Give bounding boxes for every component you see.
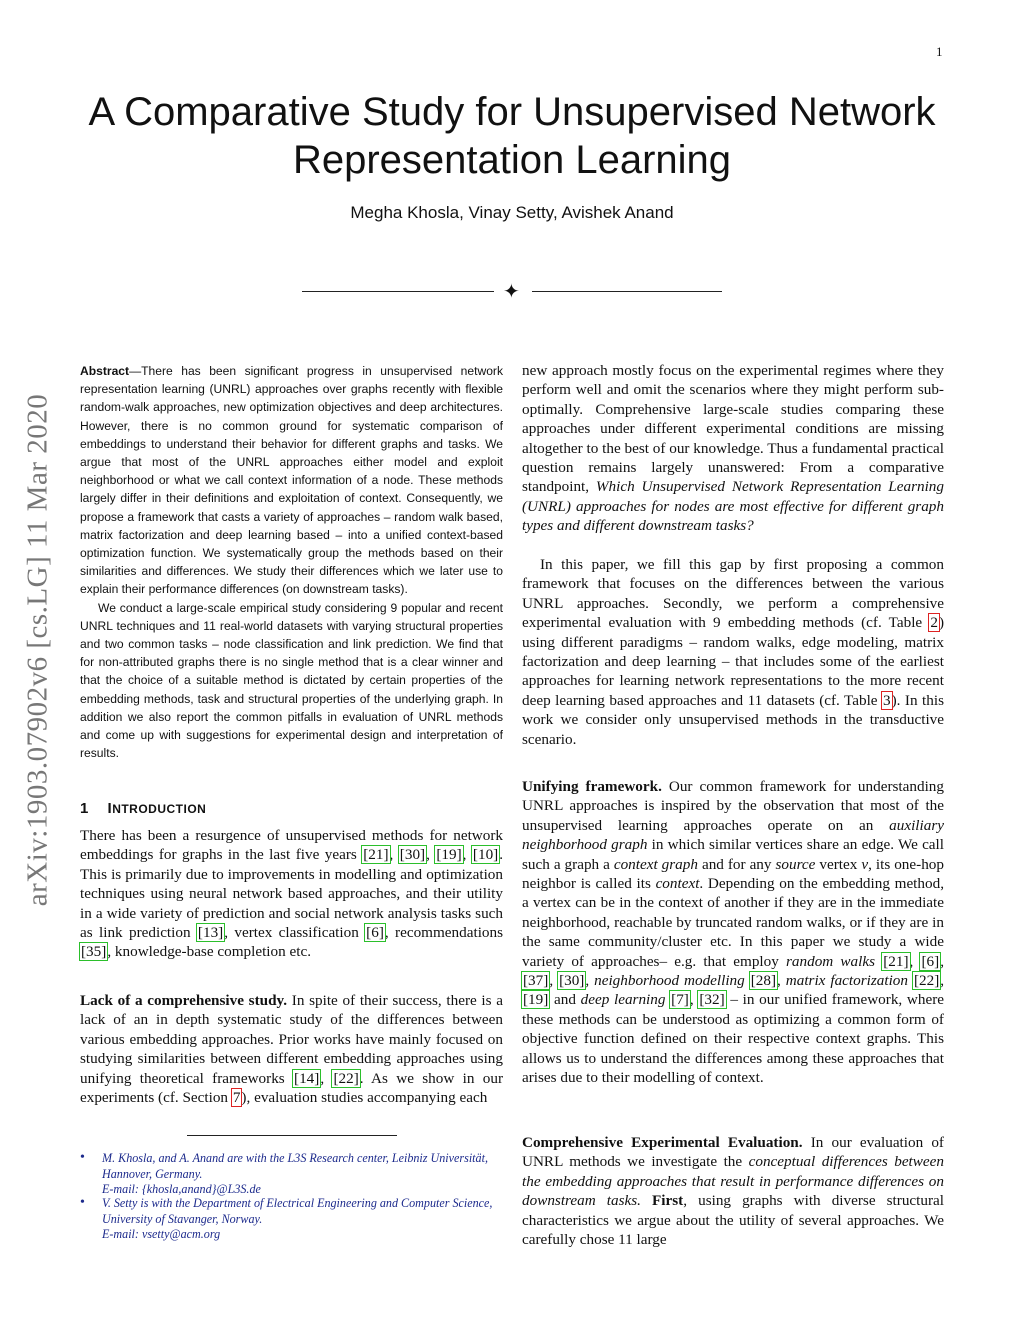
text: , [940, 972, 945, 990]
arxiv-sidebar [8, 350, 68, 950]
section-number: 1 [80, 800, 89, 817]
ornament-icon: ✦ [503, 279, 520, 303]
text: , [689, 991, 699, 1009]
text: ), evaluation studies accompanying each [241, 1089, 488, 1107]
right-paragraph-1 [522, 361, 944, 536]
page-number: 1 [936, 44, 943, 59]
text: ) using different paradigms – random walks, edge modeling, matrix factorization and deep learning – that includes some of the earliest approaches for learning network representations to the more recent deep learning based approaches and 11 datasets (cf. Table [522, 614, 944, 709]
text: , [909, 952, 921, 970]
table-link[interactable]: 3 [883, 691, 891, 709]
emphasis: random walks [786, 952, 876, 970]
emphasis: auxiliary neighborhood graph [522, 816, 944, 854]
bullet-icon: • [80, 1195, 85, 1210]
citation-link[interactable]: [19] [523, 991, 549, 1009]
abstract-paragraph-2: We conduct a large-scale empirical study considering 9 popular and recent UNRL techniques and 11 real-world datasets with varying structural properties and two common tasks – node classification and link prediction. We find that for non-attributed graphs there is no single method that is a clear winner and that the choice of a suitable method is dictated by certain properties of the embedding methods, task and structural properties of the underlying graph. In addition we also report the common pitfalls in evaluation of UNRL methods and come up with suggestions for experimental design and interpretation of results. [80, 600, 503, 761]
section-title: INTRODUCTION [107, 800, 207, 817]
paragraph-heading: Comprehensive Experimental Evaluation. [522, 1134, 803, 1151]
paper-title [40, 88, 984, 184]
right-paragraph-2 [522, 555, 944, 749]
text: , [549, 972, 559, 990]
ornament-rule-right [532, 291, 722, 292]
citation-link[interactable]: [28] [750, 972, 777, 990]
text: , knowledge-base completion etc. [107, 943, 312, 961]
text: and for any [697, 855, 776, 873]
arxiv-identifier: arXiv:1903.07902v6 [cs.LG] 11 Mar 2020 [21, 393, 54, 907]
table-link[interactable]: 2 [930, 614, 938, 632]
text: , recommendations [384, 924, 504, 942]
text: In spite of their success, there is a lack of an in depth systematic study of the differences between various embedding approaches. Prior works have mainly focused on studying similarities between different embedding approaches using unifying theoretical frameworks [80, 992, 503, 1087]
text: In this paper, we fill this gap by first proposing a common framework that focuses on the differences between the various UNRL approaches. Secondly, we perform a comprehensive experimental evaluation with 9 embedding methods (cf. Table [522, 556, 944, 632]
paragraph-heading: Lack of a comprehensive study. [80, 992, 288, 1009]
citation-link[interactable]: [19] [436, 846, 462, 864]
footnote-text: M. Khosla, and A. Anand are with the L3S Research center, Leibniz Universität, Hannover, Germany. [102, 1151, 488, 1181]
text: and [549, 991, 581, 1009]
text: There has been a resurgence of unsupervised methods for network embeddings for graphs in the last five years [80, 827, 503, 864]
text: , [426, 846, 436, 864]
section-heading [80, 800, 206, 817]
math-variable: v [861, 855, 869, 873]
emphasis: conceptual differences between the embedding approaches that result in performance differences on downstream tasks. [522, 1153, 944, 1210]
citation-link[interactable]: [22] [913, 972, 940, 990]
text: , [462, 846, 472, 864]
citation-link[interactable]: [6] [921, 952, 940, 970]
citation-link[interactable]: [10] [472, 846, 499, 864]
title-line-1: A Comparative Study for Unsupervised Network [88, 90, 936, 134]
text: , its one-hop neighbor is called its [522, 855, 944, 893]
emphasis: context graph [613, 855, 698, 873]
citation-link[interactable]: [13] [197, 924, 224, 942]
text: ). In this work we consider only unsupervised methods in the transductive scenario. [522, 691, 944, 748]
text: In our evaluation of UNRL methods we investigate the [522, 1134, 944, 1171]
text: , vertex classification [224, 924, 366, 942]
text: new approach mostly focus on the experimental regimes where they perform well and omit the scenarios where they might perform sub-optimally. Comprehensive large-scale studies comparing these approaches under different experimental conditions are missing altogether to the best of our knowledge. Thus a fundamental practical question remains largely unanswered: From a comparative standpoint, [522, 362, 944, 496]
text [641, 1192, 652, 1209]
text: . This is primarily due to improvements in modelling and optimization techniques using neural network based approaches, and their utility in a wide variety of prediction and social network analysis tasks such as link prediction [80, 846, 504, 942]
emphasis: source [775, 855, 816, 873]
text: , [940, 952, 944, 970]
citation-link[interactable]: [32] [699, 991, 725, 1009]
abstract [80, 362, 503, 762]
text: , [389, 846, 399, 864]
abstract-text-1: There has been significant progress in unsupervised network representation learning (UNRL) approaches over graphs recently with flexible random-walk approaches, new optimization objectives and deep architectures. However, there is no common ground for systematic comparison of embeddings to understand their behavior for different graphs and tasks. We argue that most of the UNRL approaches either model and exploit neighborhood or what we call context information of a node. These methods largely differ in their definitions and exploitation of context. Consequently, we propose a framework that casts a variety of approaches – random walk based, matrix factorization and deep learning based – into a unified context-based optimization function. We systematically group the methods based on their similarities and differences. We study their differences which we later use to explain their performance differences (on downstream tasks). [80, 364, 503, 597]
emphasis: context [655, 875, 700, 893]
abstract-paragraph-1 [80, 362, 503, 599]
abstract-label: Abstract [80, 364, 130, 378]
text: . Depending on the embedding method, a vertex can be in the context of another if they are in the immediate neighborhood, reachable by truncated random walks, or if they are in the same community/cluster etc. In this paper we study a wide variety of approaches– e.g. that employ [522, 875, 944, 970]
right-paragraph-3 [522, 777, 944, 1088]
text: , [585, 972, 595, 990]
intro-paragraph-1 [80, 826, 503, 962]
citation-link[interactable]: [22] [333, 1069, 359, 1087]
text: , [777, 972, 786, 990]
intro-paragraph-2 [80, 991, 503, 1107]
citation-link[interactable]: [37] [523, 972, 549, 990]
section-link[interactable]: 7 [232, 1089, 241, 1107]
text: vertex [815, 855, 862, 873]
text: – in our unified framework, where these methods can be understood as optimizing a common form of objective function defined on their respective context graphs. This allows us to understand the differences among these approaches that arises due to their modelling of context. [522, 991, 945, 1087]
citation-link[interactable]: [21] [363, 846, 389, 864]
footnote-email: E-mail: vsetty@acm.org [102, 1227, 221, 1242]
footnote-1 [80, 1151, 503, 1198]
citation-link[interactable]: [35] [81, 943, 107, 961]
text: , using graphs with diverse structural characteristics we argue about the utility of several approaches. We carefully chose 11 large [522, 1192, 944, 1249]
footnote-email: E-mail: {khosla,anand}@L3S.de [102, 1182, 261, 1197]
ornament-rule-left [302, 291, 494, 292]
citation-link[interactable]: [21] [883, 952, 909, 970]
emphasis: deep learning [580, 991, 666, 1009]
research-question: Which Unsupervised Network Representation Learning (UNRL) approaches for nodes are most effective for different graph types and different downstream tasks? [522, 478, 944, 535]
emphasis: matrix factorization [785, 972, 908, 990]
abstract-dash: — [129, 364, 142, 378]
right-paragraph-4 [522, 1133, 944, 1249]
text: in which similar vertices share an edge. We call such a graph a [522, 836, 944, 873]
footnote-2 [80, 1196, 503, 1243]
text [745, 972, 750, 989]
citation-link[interactable]: [6] [366, 924, 384, 942]
bullet-icon: • [80, 1150, 85, 1165]
text: Our common framework for understanding UNRL approaches is inspired by the observation that most of the unsupervised learning approaches operate on an [522, 778, 944, 834]
citation-link[interactable]: [14] [294, 1069, 320, 1087]
paragraph-heading: Unifying framework. [522, 778, 662, 795]
footnote-text: V. Setty is with the Department of Electrical Engineering and Computer Science, University of Stavanger, Norway. [102, 1196, 493, 1226]
citation-link[interactable]: [30] [559, 972, 585, 990]
text: . As we show in our experiments (cf. Section [80, 1069, 503, 1107]
text: , [320, 1069, 333, 1087]
citation-link[interactable]: [30] [399, 846, 426, 864]
emphasis: neighborhood modelling [594, 972, 745, 990]
citation-link[interactable]: [7] [671, 991, 689, 1009]
authors: Megha Khosla, Vinay Setty, Avishek Anand [350, 203, 674, 222]
emphasis-bold: First [652, 1192, 684, 1210]
footnote-rule [187, 1135, 397, 1136]
title-line-2: Representation Learning [292, 138, 732, 182]
